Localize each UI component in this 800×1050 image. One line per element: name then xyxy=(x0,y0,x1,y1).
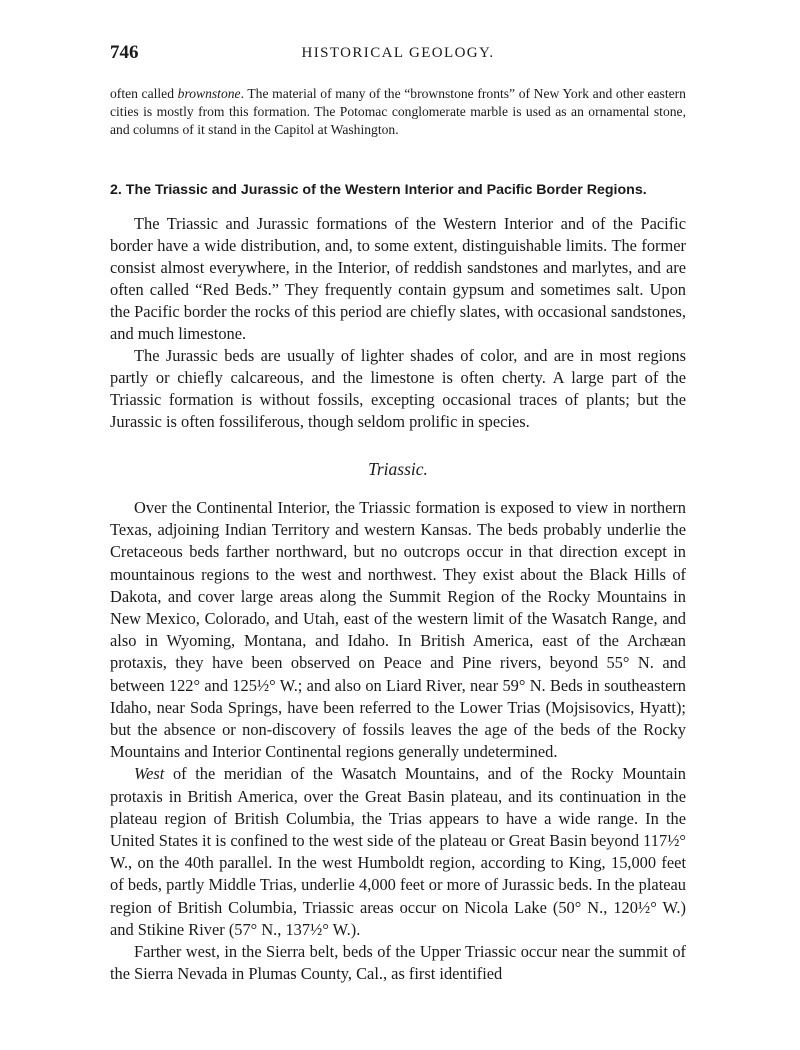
subsection-body xyxy=(110,497,686,985)
page-header xyxy=(110,42,686,64)
subsection-paragraph: West of the meridian of the Wasatch Mountains, and of the Rocky Mountain protaxis in British America, over the Great Basin plateau, and its continuation in the plateau region of British Columbia, the Trias appears to have a wide range. In the United States it is confined to the west side of the plateau or Great Basin beyond 117½° W., on the 40th parallel. In the west Humboldt region, according to King, 15,000 feet of beds, partly Middle Trias, underlie 4,000 feet or more of Jurassic beds. In the plateau region of British Columbia, Triassic areas occur on Nicola Lake (50° N., 120½° W.) and Stikine River (57° N., 137½° W.). xyxy=(110,764,686,939)
subsection-heading: Triassic. xyxy=(368,459,428,479)
page-number: 746 xyxy=(110,42,139,63)
brownstone-term: brownstone xyxy=(177,86,241,101)
subsection-paragraph: Farther west, in the Sierra belt, beds of the Upper Triassic occur near the summit of the Sierra Nevada in Plumas County, Cal., as first identified xyxy=(110,942,686,984)
section-paragraph: The Triassic and Jurassic formations of the Western Interior and of the Pacific border have a wide distribution, and, to some extent, distinguishable limits. The former consist almost everywhere, in the Interior, of reddish sandstones and marlytes, and are often called “Red Beds.” They frequently contain gypsum and sometimes salt. Upon the Pacific border the rocks of this period are chiefly slates, with occasional sandstones, and much limestone. xyxy=(110,214,686,343)
continued-small-paragraph xyxy=(110,85,686,140)
section-body xyxy=(110,213,686,433)
section-paragraph: The Jurassic beds are usually of lighter shades of color, and are in most regions partly or chiefly calcareous, and the limestone is often cherty. A large part of the Triassic formation is without fossils, excepting occasional traces of plants; but the Jurassic is often fossiliferous, though seldom prolific in species. xyxy=(110,346,686,431)
west-term: West xyxy=(134,764,165,784)
subsection-paragraph: Over the Continental Interior, the Triassic formation is exposed to view in northern Texas, adjoining Indian Territory and western Kansas. The beds probably underlie the Cretaceous beds farther northward, but no outcrops occur in that direction except in mountainous regions to the west and northwest. They exist about the Black Hills of Dakota, and cover large areas along the Summit Region of the Rocky Mountains in New Mexico, Colorado, and Utah, east of the western limit of the Wasatch Range, and also in Wyoming, Montana, and Idaho. In British America, east of the Archæan protaxis, they have been observed on Peace and Pine rivers, beyond 55° N. and between 122° and 125½° W.; and also on Liard River, near 59° N. Beds in southeastern Idaho, near Soda Springs, have been referred to the Lower Trias (Mojsisovics, Hyatt); but the absence or non-discovery of fossils leaves the age of the beds of the Rocky Mountains and Interior Continental regions generally undetermined. xyxy=(110,498,686,762)
running-head: HISTORICAL GEOLOGY. xyxy=(301,45,495,61)
section-heading: 2. The Triassic and Jurassic of the Western Interior and Pacific Border Regions. xyxy=(110,182,647,198)
small-paragraph-text: often called brownstone. The material of many of the “brownstone fronts” of New York and other eastern cities is mostly from this formation. The Potomac conglomerate marble is used as an ornamental stone, and columns of it stand in the Capitol at Washington. xyxy=(110,86,686,138)
